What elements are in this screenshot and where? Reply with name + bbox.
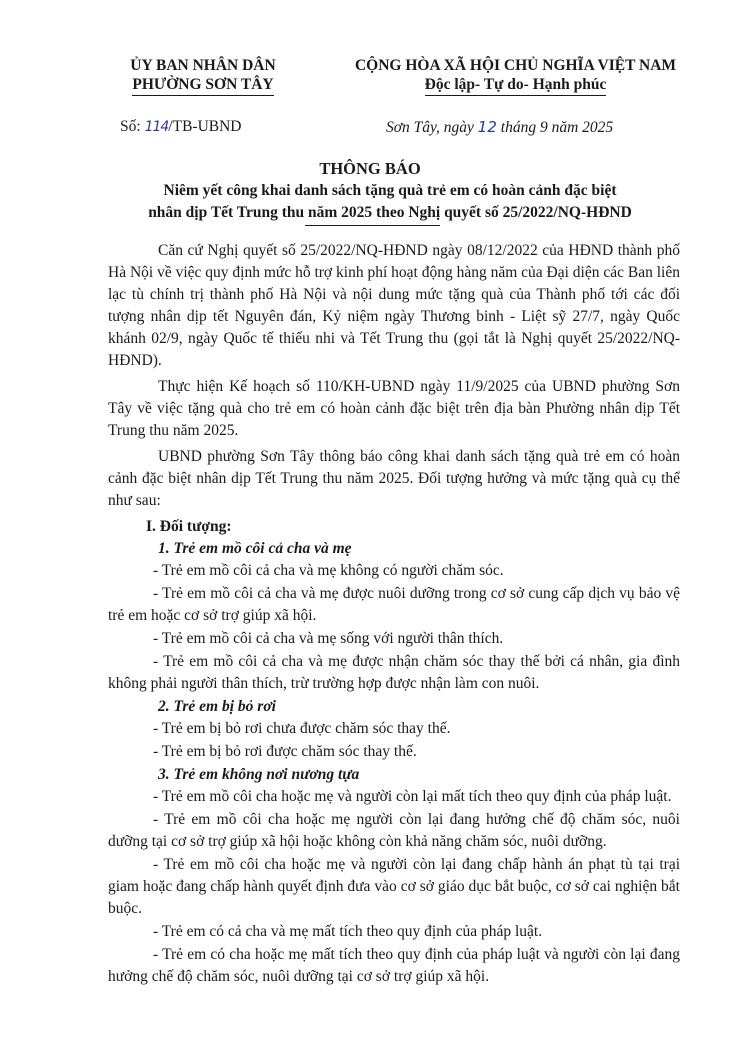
authority-line-1: ỦY BAN NHÂN DÂN <box>130 57 276 74</box>
group-heading-no-support: 3. Trẻ em không nơi nương tựa <box>158 766 360 783</box>
list-item: - Trẻ em mồ côi cha hoặc mẹ và người còn lại mất tích theo quy định của pháp luật. <box>153 788 672 805</box>
date-rest: tháng 9 năm 2025 <box>500 119 614 136</box>
issue-date <box>386 118 613 137</box>
document-subtitle <box>100 180 680 224</box>
nation-name: CỘNG HÒA XÃ HỘI CHỦ NGHĨA VIỆT NAM <box>354 57 677 74</box>
title-rule <box>305 225 440 226</box>
list-item: - Trẻ em có cả cha và mẹ mất tích theo quy định của pháp luật. <box>153 923 543 940</box>
list-item: - Trẻ em bị bỏ rơi được chăm sóc thay thế. <box>153 743 417 760</box>
list-item: - Trẻ em mồ côi cả cha và mẹ được nuôi dưỡng trong cơ sở cung cấp dịch vụ bảo vệ trẻ em hoặc cơ sở trợ giúp xã hội. <box>108 585 680 624</box>
section-heading: I. Đối tượng: <box>146 518 232 535</box>
issuing-authority <box>118 56 288 96</box>
authority-line-2: PHƯỜNG SƠN TÂY <box>132 75 273 96</box>
document-body <box>108 240 680 989</box>
list-item: - Trẻ em bị bỏ rơi chưa được chăm sóc thay thế. <box>153 720 451 737</box>
date-day-handwritten: 12 <box>477 118 497 136</box>
paragraph-legal-basis: Căn cứ Nghị quyết số 25/2022/NQ-HĐND ngày 08/12/2022 của HĐND thành phố Hà Nội về việc quy định mức hỗ trợ kinh phí hoạt động hàng năm của Đại diện các Ban liên lạc tù chính trị thành phố Hà Nội và nội dung mức tặng quà của Thành phố tới các đối tượng nhân dịp tết Nguyên đán, Kỷ niệm ngày Thương binh - Liệt sỹ 27/7, ngày Quốc khánh 02/9, ngày Quốc tế thiếu nhi và Tết Trung thu (gọi tắt là Nghị quyết 25/2022/NQ-HĐND). <box>108 242 680 369</box>
paragraph-plan: Thực hiện Kế hoạch số 110/KH-UBND ngày 11/9/2025 của UBND phường Sơn Tây về việc tặng quà cho trẻ em có hoàn cảnh đặc biệt trên địa bàn Phường nhân dịp Tết Trung thu năm 2025. <box>108 378 680 439</box>
group-heading-abandoned: 2. Trẻ em bị bỏ rơi <box>158 698 276 715</box>
date-prefix: Sơn Tây, ngày <box>386 119 474 136</box>
list-item: - Trẻ em mồ côi cả cha và mẹ sống với người thân thích. <box>153 630 504 647</box>
doc-number-prefix: Số: <box>120 118 141 135</box>
national-motto <box>338 56 693 96</box>
document-number <box>120 118 242 136</box>
list-item: - Trẻ em mồ côi cha hoặc mẹ người còn lại đang hưởng chế độ chăm sóc, nuôi dưỡng tại cơ sở trợ giúp xã hội hoặc không còn khả năng chăm sóc, nuôi dưỡng. <box>108 811 680 850</box>
subtitle-line-1: Niêm yết công khai danh sách tặng quà trẻ em có hoàn cảnh đặc biệt <box>163 182 617 199</box>
group-heading-orphans: 1. Trẻ em mồ côi cả cha và mẹ <box>158 540 352 557</box>
document-title: THÔNG BÁO <box>319 159 421 178</box>
list-item: - Trẻ em mồ côi cả cha và mẹ không có người chăm sóc. <box>153 562 504 579</box>
paragraph-announcement: UBND phường Sơn Tây thông báo công khai danh sách tặng quà trẻ em có hoàn cảnh đặc biệt nhân dịp Tết Trung thu năm 2025. Đối tượng hưởng và mức tặng quà cụ thể như sau: <box>108 448 680 509</box>
doc-number-handwritten: 114 <box>144 119 169 135</box>
doc-number-suffix: /TB-UBND <box>168 118 242 135</box>
list-item: - Trẻ em mồ côi cả cha và mẹ được nhận chăm sóc thay thế bởi cá nhân, gia đình không phải người thân thích, trừ trường hợp được nhận làm con nuôi. <box>108 653 680 692</box>
list-item: - Trẻ em mồ côi cha hoặc mẹ và người còn lại đang chấp hành án phạt tù tại trại giam hoặc đang chấp hành quyết định đưa vào cơ sở giáo dục bắt buộc, cơ sở cai nghiện bắt buộc. <box>108 856 680 917</box>
subtitle-line-2: nhân dịp Tết Trung thu năm 2025 theo Nghị quyết số 25/2022/NQ-HĐND <box>148 204 632 221</box>
list-item: - Trẻ em có cha hoặc mẹ mất tích theo quy định của pháp luật và người còn lại đang hưởng chế độ chăm sóc, nuôi dưỡng tại cơ sở trợ giúp xã hội. <box>108 946 680 985</box>
motto: Độc lập- Tự do- Hạnh phúc <box>425 75 607 96</box>
